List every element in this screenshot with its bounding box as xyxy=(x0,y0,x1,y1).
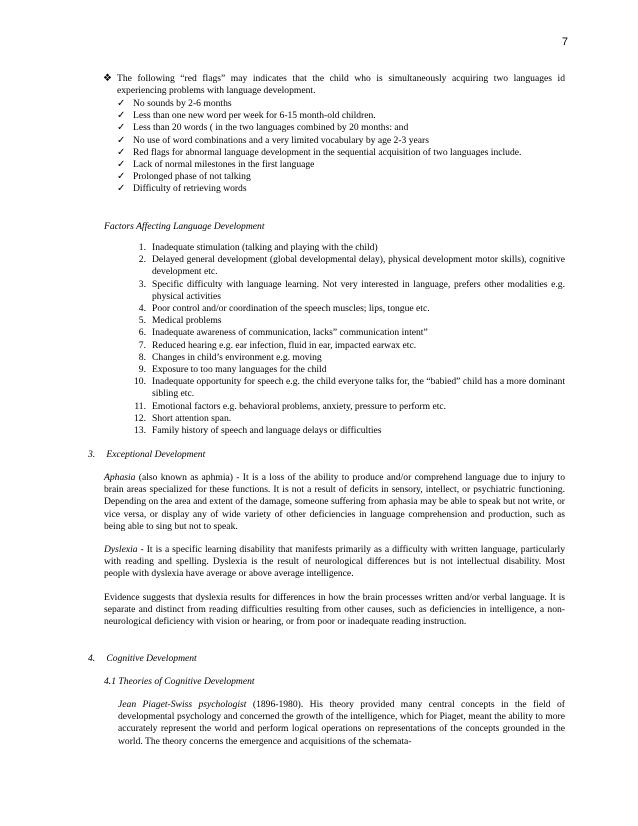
list-item: 13. Family history of speech and language delays or difficulties xyxy=(134,425,382,437)
section-3-heading: 3. Exceptional Development xyxy=(88,449,206,460)
list-item: ✓ No sounds by 2-6 months xyxy=(117,98,232,109)
factors-list xyxy=(130,242,565,437)
list-item: 9. Exposure to too many languages for the child xyxy=(138,364,327,376)
piaget-term: Jean Piaget-Swiss psychologist xyxy=(118,699,247,710)
factors-heading: Factors Affecting Language Development xyxy=(104,221,265,232)
list-item: 3. Specific difficulty with language learning. Not very interested in language, prefers other modalities e.g. physical activities xyxy=(138,278,565,302)
checkmark-icon: ✓ xyxy=(117,171,126,183)
list-item: ✓ Less than one new word per week for 6-15 month-old children. xyxy=(117,110,376,122)
list-item: 8. Changes in child’s environment e.g. moving xyxy=(138,351,322,363)
list-item: ✓ Less than 20 words ( in the two languages combined by 20 months: and xyxy=(117,122,409,134)
list-item: ✓ Red flags for abnormal language development in the sequential acquisition of two languages include. xyxy=(117,146,522,158)
list-item: 7. Reduced hearing e.g. ear infection, fluid in ear, impacted earwax etc. xyxy=(138,339,417,351)
list-item: 5. Medical problems xyxy=(138,315,222,327)
aphasia-term: Aphasia xyxy=(104,472,136,483)
checkmark-icon: ✓ xyxy=(117,146,126,158)
list-item: ✓ Prolonged phase of not talking xyxy=(117,171,251,183)
list-item: 6. Inadequate awareness of communication, lacks” communication intent” xyxy=(138,327,428,339)
intro-text: The following “red flags” may indicates that the child who is simultaneously acquiring two languages id experiencing problems with language development. xyxy=(117,73,565,97)
list-item: 10. Inadequate opportunity for speech e.g. the child everyone talks for, the “babied” child has a more dominant sibling etc. xyxy=(134,376,565,400)
list-item: 1. Inadequate stimulation (talking and playing with the child) xyxy=(138,242,378,253)
diamond-bullet-icon: ❖ xyxy=(103,73,112,84)
page-number: 7 xyxy=(561,36,568,48)
red-flags-list xyxy=(117,98,565,196)
red-flags-intro xyxy=(103,73,565,97)
checkmark-icon: ✓ xyxy=(117,98,126,109)
list-item: 11. Emotional factors e.g. behavioral problems, anxiety, pressure to perform etc. xyxy=(134,400,447,412)
evidence-paragraph: Evidence suggests that dyslexia results for differences in how the brain processes written and/or verbal language. It is separate and distinct from reading difficulties resulting from other causes, such as deficiencies in intelligence, a non-neurological deficiency with vision or hearing, or from poor or inadequate reading instruction. xyxy=(104,592,565,628)
list-item: 4. Poor control and/or coordination of the speech muscles; lips, tongue etc. xyxy=(138,303,430,315)
list-item: ✓ Lack of normal milestones in the first language xyxy=(117,159,315,171)
list-item: 2. Delayed general development (global developmental delay), physical development motor skills), cognitive development etc. xyxy=(138,254,565,278)
checkmark-icon: ✓ xyxy=(117,134,126,146)
checkmark-icon: ✓ xyxy=(117,110,126,122)
list-item: 12. Short attention span. xyxy=(134,412,232,424)
dyslexia-term: Dyslexia xyxy=(104,544,138,555)
checkmark-icon: ✓ xyxy=(117,122,126,134)
list-item: ✓ No use of word combinations and a very limited vocabulary by age 2-3 years xyxy=(117,134,429,146)
section-4-heading: 4. Cognitive Development xyxy=(88,653,197,664)
dyslexia-paragraph: Dyslexia - It is a specific learning disability that manifests primarily as a difficulty with written language, particularly with reading and spelling. Dyslexia is the result of neurological differences but is not intellectual disability. Most people with dyslexia have average or above average intelligence. xyxy=(104,544,565,580)
aphasia-paragraph: Aphasia (also known as aphmia) - It is a loss of the ability to produce and/or comprehend language due to injury to brain areas specialized for these functions. It is not a result of deficits in sensory, intellect, or psychiatric functioning. Depending on the area and extent of the damage, someone suffering from aphasia may be able to speak but not write, or vice versa, or display any of wide variety of other deficiencies in language comprehension and production, such as being able to sing but not to speak. xyxy=(104,472,565,532)
checkmark-icon: ✓ xyxy=(117,183,126,195)
checkmark-icon: ✓ xyxy=(117,159,126,171)
list-item: ✓ Difficulty of retrieving words xyxy=(117,183,247,195)
piaget-paragraph: Jean Piaget-Swiss psychologist (1896-1980). His theory provided many central concepts in the field of developmental psychology and concerned the growth of the intelligence, which for Piaget, meant the ability to more accurately represent the world and perform logical operations on representations of the concepts grounded in the world. The theory concerns the emergence and acquisitions of the schemata- xyxy=(118,699,565,747)
subsection-4-1-heading: 4.1 Theories of Cognitive Development xyxy=(104,676,255,687)
